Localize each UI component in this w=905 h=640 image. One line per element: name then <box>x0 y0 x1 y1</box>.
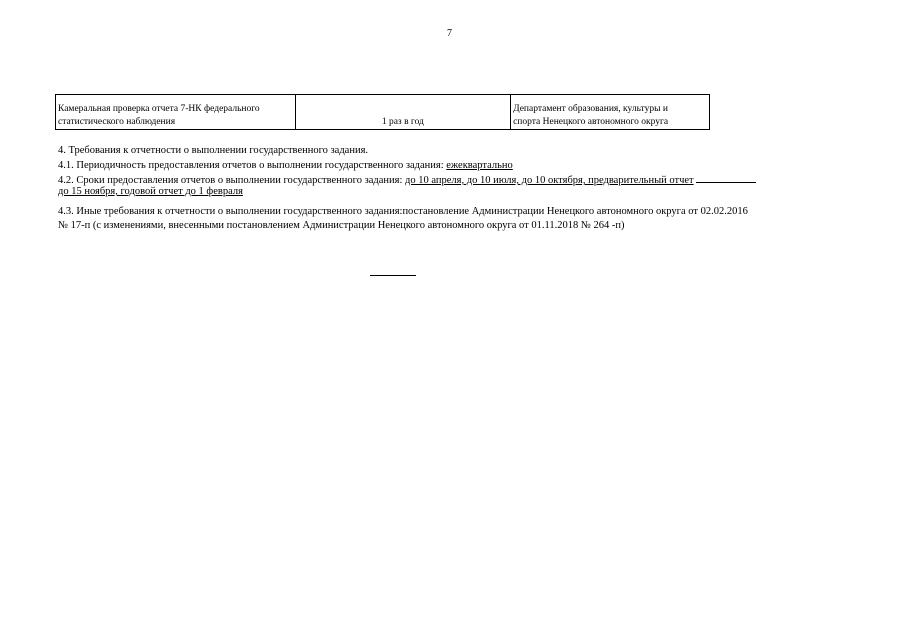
authority-cell <box>511 95 710 130</box>
table-row <box>56 95 710 130</box>
page-number: 7 <box>447 28 452 39</box>
paragraph-4-1 <box>58 160 513 171</box>
section-4-heading: 4. Требования к отчетности о выполнении государственного задания. <box>58 145 369 156</box>
control-table <box>55 94 710 130</box>
paragraph-4-3-line-2: № 17-п (с изменениями, внесенными постановлением Администрации Ненецкого автономного округа от 01.11.2018 № 264 -п) <box>58 220 625 231</box>
p41-value: ежеквартально <box>446 160 513 171</box>
p41-label: 4.1. Периодичность предоставления отчетов о выполнении государственного задания: <box>58 160 444 171</box>
p42-value-1: до 10 апреля, до 10 июля, до 10 октября, предварительный отчет <box>405 175 694 186</box>
end-separator-line <box>370 275 416 276</box>
control-form-cell <box>56 95 296 130</box>
fill-line <box>696 173 756 183</box>
paragraph-4-3-line-1: 4.3. Иные требования к отчетности о выполнении государственного задания:постановление Администрации Ненецкого автономного округа от 02.02.2016 <box>58 206 748 217</box>
paragraph-4-2-cont <box>58 186 243 197</box>
p42-value-2: до 15 ноября, годовой отчет до 1 февраля <box>58 186 243 197</box>
p42-label: 4.2. Сроки предоставления отчетов о выполнении государственного задания: <box>58 175 403 186</box>
paragraph-4-2 <box>58 173 756 186</box>
authority-line-2: спорта Ненецкого автономного округа <box>513 117 669 127</box>
authority-line-1: Департамент образования, культуры и <box>513 104 668 114</box>
control-form-line-2: статистического наблюдения <box>58 117 176 127</box>
control-form-line-1: Камеральная проверка отчета 7-НК федерального <box>58 104 260 114</box>
periodicity-cell: 1 раз в год <box>295 95 510 130</box>
